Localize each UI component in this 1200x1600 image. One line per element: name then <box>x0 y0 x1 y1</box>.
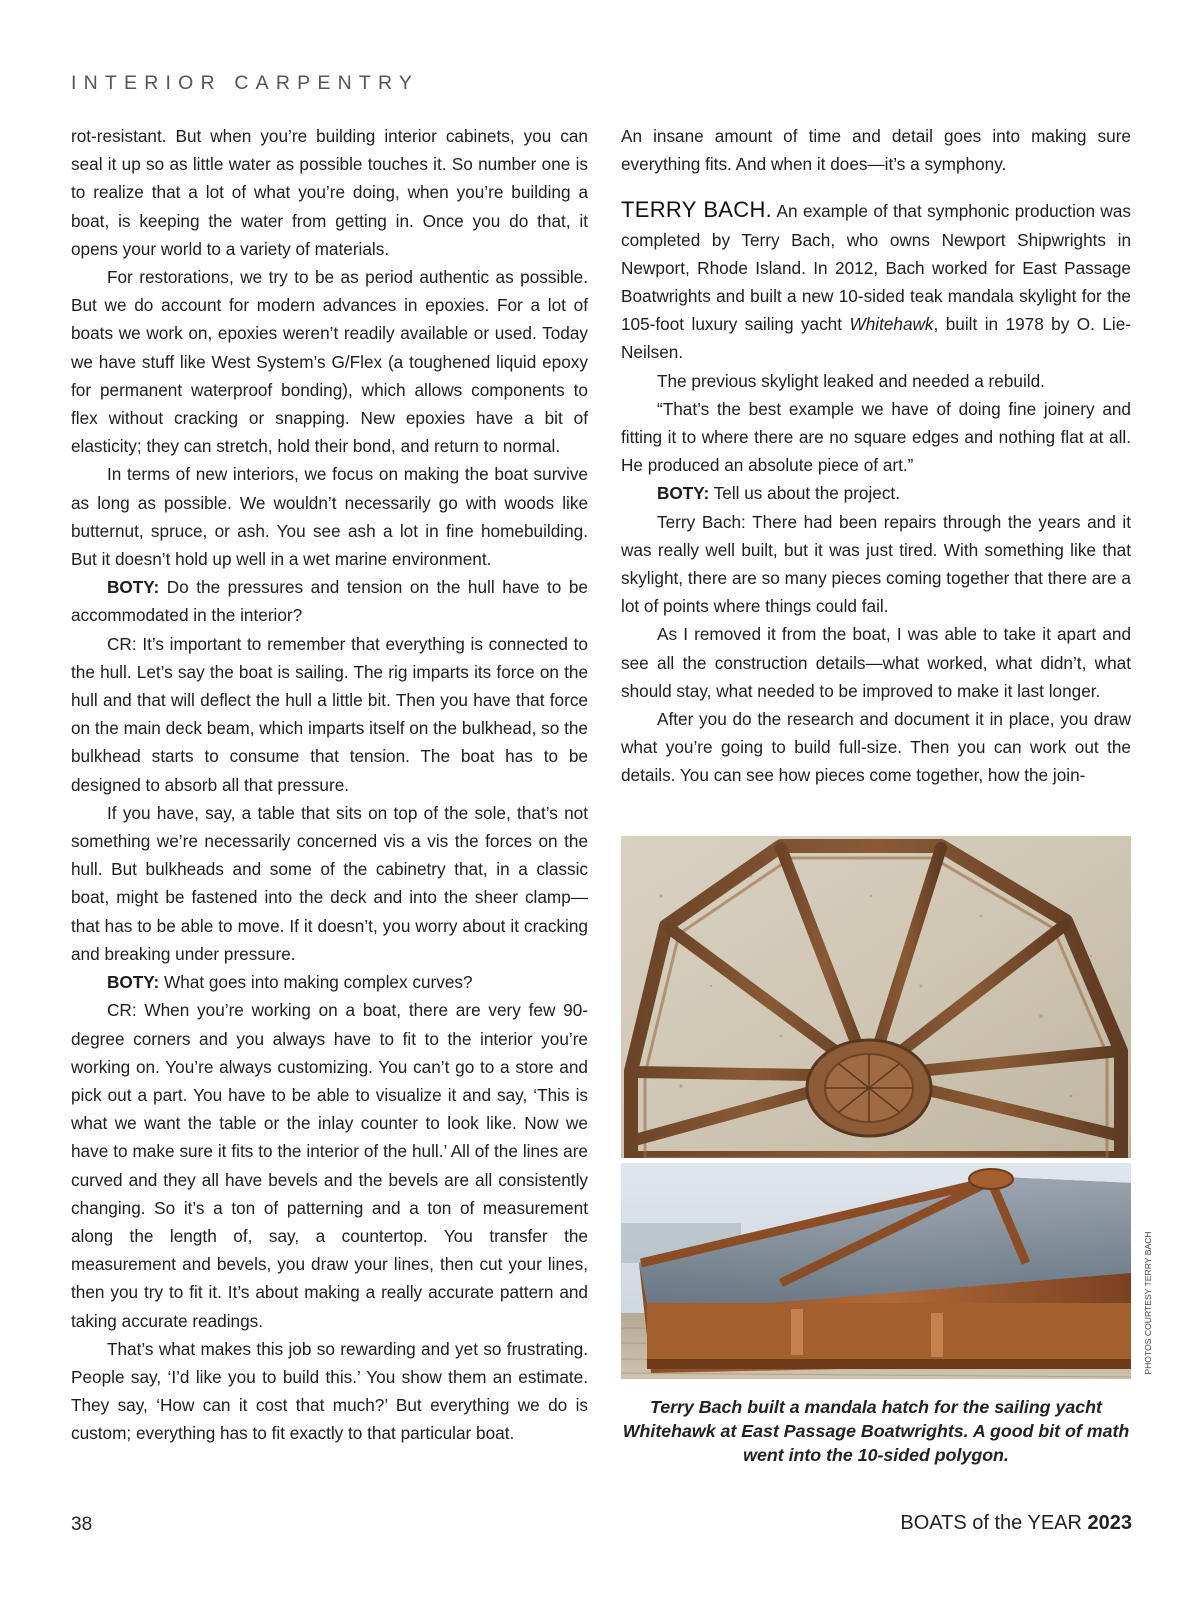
section-gap <box>621 178 1131 196</box>
paragraph: An insane amount of time and detail goes into making sure everything fits. And when it does—it’s a symphony. <box>621 126 1131 175</box>
yacht-name: Whitehawk <box>849 314 934 335</box>
question-paragraph <box>71 573 588 629</box>
paragraph: CR: It’s important to remember that everything is connected to the hull. Let’s say the boat is sailing. The rig imparts its force on the hull and that will deflect the hull a little bit. Then you have that force on the main deck beam, which imparts itself on the bulkhead, so the bulkhead starts to consume that tension. The boat has to be designed to absorb all that pressure. <box>71 633 588 795</box>
lead-text: An example of that symphonic production was completed by Terry Bach, who owns Newport Shipwrights in Newport, Rhode Island. In 2012, Bach worked for East Passage Boatwrights and built a new 10-sided teak mandala skylight for the 105-foot luxury sailing yacht <box>621 201 1131 335</box>
publication-title <box>900 1512 1132 1535</box>
skylight-installed-photo <box>621 1163 1131 1379</box>
lead-paragraph <box>621 196 1131 366</box>
paragraph: That’s what makes this job so rewarding and yet so frustrating. People say, ‘I’d like you to build this.’ You show them an estimate. They say, ‘How can it cost that much?’ But everything we do is custom; everything has to fit exactly to that particular boat. <box>71 1338 588 1444</box>
paragraph: After you do the research and document it in place, you draw what you’re going to build full-size. Then you can work out the details. You can see how pieces come together, how the join- <box>621 709 1131 786</box>
paragraph: Terry Bach: There had been repairs through the years and it was really well built, but it was just tired. With something like that skylight, there are so many pieces coming together that there are a lot of points where things could fail. <box>621 511 1131 617</box>
publication-year: 2023 <box>1087 1512 1132 1534</box>
photo-credit-text: PHOTOS COURTESY TERRY BACH <box>1143 1231 1153 1375</box>
photo-credit <box>1136 1222 1153 1390</box>
right-column <box>621 122 1131 790</box>
left-column <box>71 122 588 1448</box>
boty-label: BOTY: <box>107 972 160 993</box>
question-text: Do the pressures and tension on the hull have to be accommodated in the interior? <box>71 577 588 626</box>
photo-caption: Terry Bach built a mandala hatch for the sailing yacht Whitehawk at East Passage Boatwrights. A good bit of math went into the 10-sided polygon. <box>622 1397 1130 1465</box>
lead-text-end: , built in 1978 by O. Lie-Neilsen. <box>621 314 1132 363</box>
question-text: Tell us about the project. <box>709 483 900 504</box>
section-lead-name: TERRY BACH. <box>621 197 773 223</box>
question-paragraph <box>71 968 588 996</box>
publication-name: BOATS of the YEAR <box>900 1512 1088 1534</box>
section-label: INTERIOR CARPENTRY <box>71 72 420 94</box>
boty-label: BOTY: <box>657 483 710 504</box>
paragraph: rot-resistant. But when you’re building interior cabinets, you can seal it up so as little water as possible touches it. So number one is to realize that a lot of what you’re doing, when you’re building a boat, is keeping the water from getting in. Once you do that, it opens your world to a variety of materials. <box>71 126 588 259</box>
paragraph: As I removed it from the boat, I was able to take it apart and see all the construction details—what worked, what didn’t, what should stay, what needed to be improved to make it last longer. <box>621 624 1131 701</box>
question-text: What goes into making complex curves? <box>159 972 473 993</box>
question-paragraph <box>621 479 1131 507</box>
boty-label: BOTY: <box>107 577 160 598</box>
paragraph: The previous skylight leaked and needed a rebuild. <box>657 370 1045 391</box>
paragraph: CR: When you’re working on a boat, there are very few 90-degree corners and you always have to fit to the interior you’re working on. You’re always customizing. You can’t go to a store and pick out a part. You have to be able to visualize it and say, ‘This is what we want the table or the inlay counter to look like. Now we have to make sure it fits to the interior of the hull.’ All of the lines are curved and they all have bevels and the bevels are all consistently changing. So it’s a ton of patterning and a ton of measurement along the length of, say, a countertop. You transfer the measurement and bevels, you draw your lines, then cut your lines, then you try to fit it. It’s about making a really accurate pattern and taking accurate readings. <box>71 1000 588 1331</box>
paragraph: If you have, say, a table that sits on top of the sole, that’s not something we’re necessarily concerned vis a vis the forces on the hull. But bulkheads and some of the cabinetry that, in a classic boat, might be fastened into the deck and into the sheer clamp—that has to be able to move. If it doesn’t, you worry about it cracking and breaking under pressure. <box>71 802 588 964</box>
quote-paragraph: “That’s the best example we have of doing fine joinery and fitting it to where there are no square edges and nothing flat at all. He produced an absolute piece of art.” <box>621 398 1131 476</box>
skylight-frame-illustration <box>621 836 1131 1158</box>
skylight-frame-photo <box>621 836 1131 1158</box>
skylight-hatch-illustration <box>621 1163 1131 1379</box>
paragraph: For restorations, we try to be as period authentic as possible. But we do account for modern advances in epoxies. For a lot of boats we work on, epoxies weren’t readily available or used. Today we have stuff like West System’s G/Flex (a toughened liquid epoxy for permanent waterproof bonding), which allows components to flex without cracking or snapping. New epoxies have a bit of elasticity; they can stretch, hold their bond, and return to normal. <box>71 267 588 457</box>
paragraph: In terms of new interiors, we focus on making the boat survive as long as possible. We wouldn’t necessarily go with woods like butternut, spruce, or ash. You see ash a lot in fine homebuilding. But it doesn’t hold up well in a wet marine environment. <box>71 464 588 570</box>
page-number: 38 <box>71 1514 93 1535</box>
